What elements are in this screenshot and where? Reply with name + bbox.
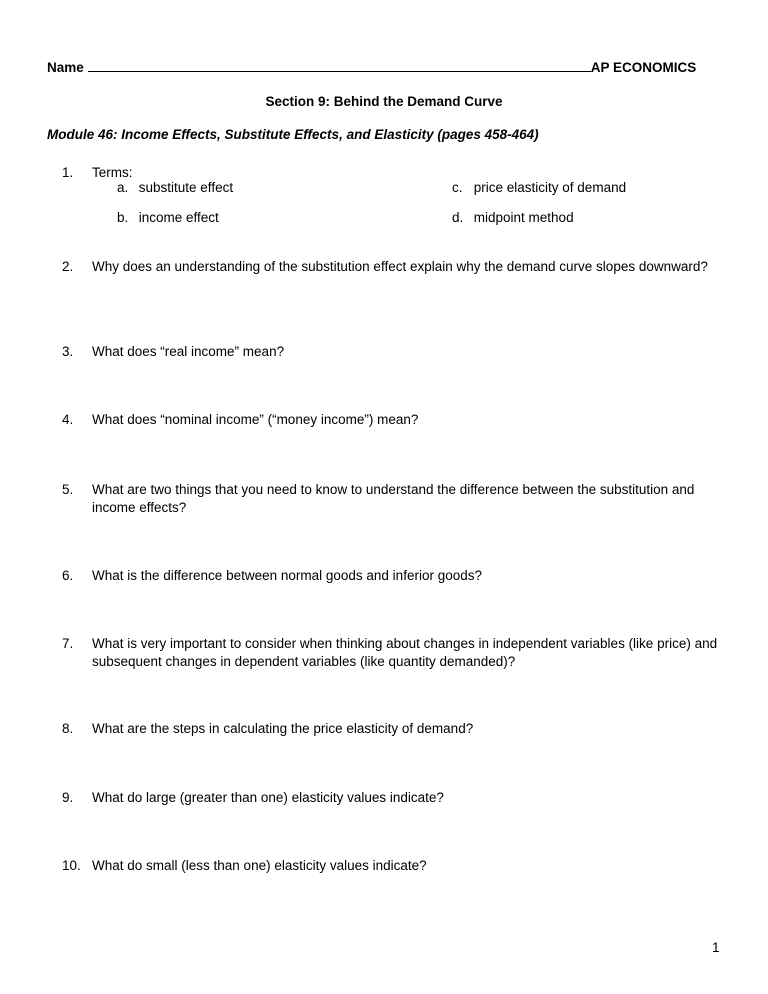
name-blank — [88, 59, 591, 72]
name-label: Name — [47, 60, 84, 75]
term-letter: b. — [117, 210, 129, 225]
question-8 — [62, 720, 722, 738]
question-number: 7. — [62, 636, 74, 651]
question-text: Terms: — [92, 165, 133, 180]
page-number: 1 — [712, 940, 720, 955]
term-text: midpoint method — [473, 210, 574, 225]
header-line — [47, 59, 707, 75]
question-text: What does “nominal income” (“money income”) mean? — [92, 412, 419, 427]
term-text: substitute effect — [138, 180, 234, 195]
module-title: Module 46: Income Effects, Substitute Effects, and Elasticity (pages 458-464) — [47, 127, 539, 142]
question-number: 8. — [62, 721, 74, 736]
question-4 — [62, 411, 722, 429]
question-text: What is the difference between normal goods and inferior goods? — [92, 568, 482, 583]
question-number: 5. — [62, 482, 74, 497]
term-letter: c. — [452, 180, 463, 195]
term-letter: a. — [117, 180, 129, 195]
term-c — [452, 180, 626, 195]
question-number: 3. — [62, 344, 74, 359]
question-number: 9. — [62, 790, 74, 805]
question-number: 6. — [62, 568, 74, 583]
term-text: price elasticity of demand — [473, 180, 627, 195]
question-number: 4. — [62, 412, 74, 427]
question-10 — [62, 857, 722, 875]
question-7 — [62, 635, 722, 671]
term-a — [117, 180, 233, 195]
question-text: What do large (greater than one) elasticity values indicate? — [92, 790, 444, 805]
section-title: Section 9: Behind the Demand Curve — [265, 94, 503, 109]
question-text: Why does an understanding of the substitution effect explain why the demand curve slopes downward? — [92, 259, 708, 274]
question-3 — [62, 343, 722, 361]
question-text: What is very important to consider when thinking about changes in independent variables (like price) and subsequent changes in dependent variables (like quantity demanded)? — [92, 636, 718, 669]
question-5 — [62, 481, 722, 517]
question-9 — [62, 789, 722, 807]
question-number: 2. — [62, 259, 74, 274]
course-label: AP ECONOMICS — [590, 60, 697, 75]
term-letter: d. — [452, 210, 464, 225]
question-text: What are two things that you need to know to understand the difference between the substitution and income effects? — [92, 482, 695, 515]
question-text: What does “real income” mean? — [92, 344, 285, 359]
question-2 — [62, 258, 722, 276]
question-text: What are the steps in calculating the price elasticity of demand? — [92, 721, 474, 736]
question-number: 10. — [62, 858, 81, 873]
term-text: income effect — [138, 210, 219, 225]
question-6 — [62, 567, 722, 585]
question-text: What do small (less than one) elasticity values indicate? — [92, 858, 427, 873]
term-d — [452, 210, 574, 225]
question-number: 1. — [62, 165, 74, 180]
term-b — [117, 210, 219, 225]
